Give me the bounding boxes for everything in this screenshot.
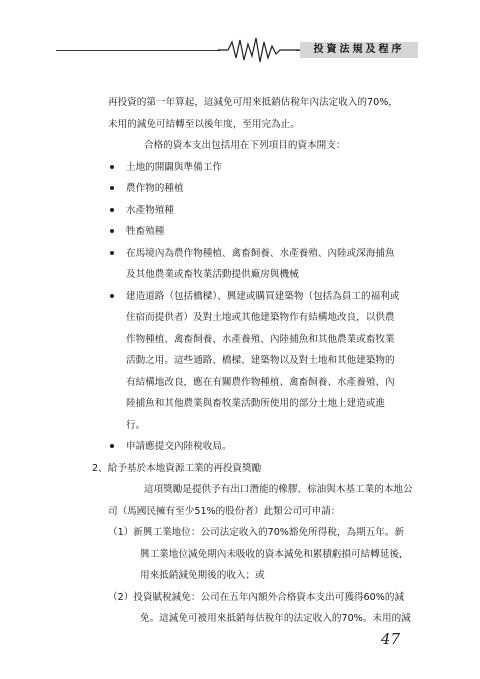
bullet-item: 水產物殖種 [108, 200, 416, 222]
heartbeat-wave-icon [218, 36, 302, 64]
bullet-dot-icon [110, 165, 114, 169]
bullet-continuation: 作物種植、禽畜飼養、水產養殖、內陸捕魚和其他農業或畜牧業 [126, 333, 395, 345]
bullet-dot-icon [110, 294, 114, 298]
bullet-item: 在馬境內為農作物種植、禽畜飼養、水產養殖、內陸或深海捕魚 [108, 243, 416, 265]
bullet-continuation: 行。 [126, 419, 146, 431]
bullet-dot-icon [110, 251, 114, 255]
numbered-item-continuation: 興工業地位減免期內未吸收的資本減免和累積虧損可結轉延後， [140, 548, 409, 560]
numbered-item: （1）新興工業地位：公司法定收入的70%豁免所得稅，為期五年。新 [108, 527, 405, 538]
paragraph-line: 司（馬國民擁有至少51%的股份者）此類公司可申請： [108, 505, 341, 517]
page-number: 47 [380, 630, 400, 648]
bullet-dot-icon [110, 229, 114, 233]
bullet-continuation: 及其他農業或畜牧業活動提供廠房與機械 [126, 269, 299, 280]
paragraph-line: 這項獎勵是提供予有出口潛能的橡膠、棕油與木基工業的本地公 [144, 484, 413, 495]
bullet-continuation: 活動之用。這些通路、橋樑、建築物以及對土地和其他建築物的 [126, 355, 395, 366]
numbered-item-continuation: 免。這減免可被用來抵銷每估稅年的法定收入的70%。未用的減 [140, 613, 411, 624]
header-rule-left [56, 50, 220, 51]
chapter-title: 投資法規及程序 [300, 42, 418, 58]
page-body [92, 92, 416, 630]
section-heading: 2、給予基於本地資源工業的再投資獎勵 [92, 462, 262, 474]
bullet-dot-icon [110, 444, 114, 448]
bullet-continuation: 陸捕魚和其他農業與畜牧業活動所使用的部分土地上建造或進 [126, 398, 386, 409]
bullet-dot-icon [110, 186, 114, 190]
bullet-item: 申請應提交內陸稅收局。 [108, 436, 416, 458]
bullet-item: 建造道路（包括橋樑）、興建或購買建築物（包括為員工的福利或 [108, 286, 416, 308]
bullet-item: 牲畜殖種 [108, 221, 416, 243]
paragraph-line: 合格的資本支出包括用在下列項目的資本開支： [144, 140, 346, 151]
bullet-item: 土地的開闢與準備工作 [108, 157, 416, 179]
bullet-continuation: 住宿而提供者）及對土地或其他建築物作有結構地改良，以供農 [126, 312, 395, 323]
bullet-item: 農作物的種植 [108, 178, 416, 200]
numbered-item-continuation: 用來抵銷減免期後的收入；或 [140, 570, 265, 581]
bullet-dot-icon [110, 208, 114, 212]
numbered-item: （2）投資賦稅減免：公司在五年內額外合格資本支出可獲得60%的減 [108, 591, 405, 603]
paragraph-line: 再投資的第一年算起，這減免可用來抵銷估稅年內法定收入的70%， [108, 97, 398, 108]
bullet-continuation: 有結構地改良，應在有關農作物種植、禽畜飼養、水產養殖、內 [126, 376, 395, 388]
paragraph-line: 未用的減免可結轉至以後年度，至用完為止。 [108, 118, 300, 130]
